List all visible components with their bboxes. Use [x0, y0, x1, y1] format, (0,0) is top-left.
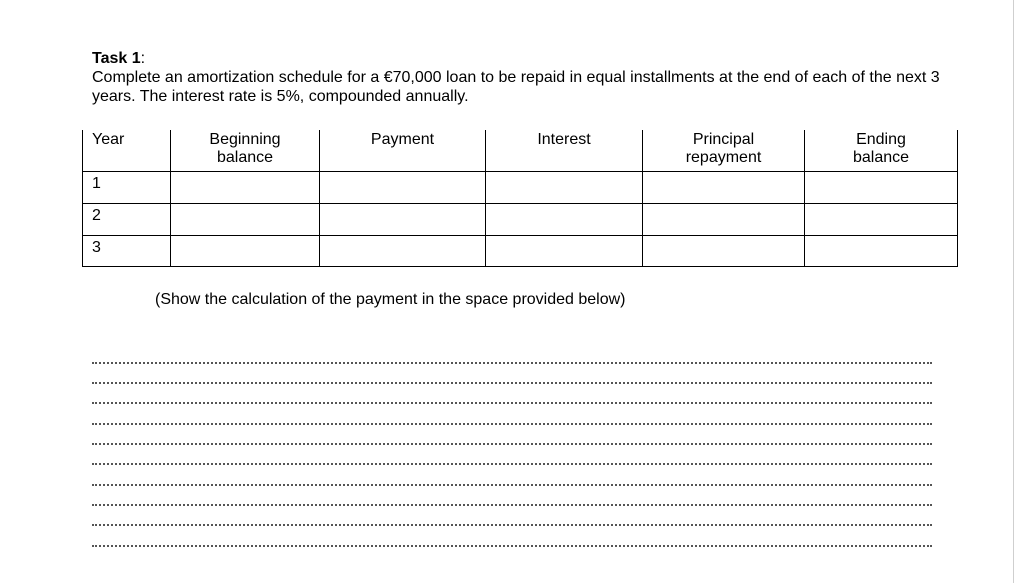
ending-balance-cell[interactable] [805, 171, 958, 203]
year-cell: 3 [83, 235, 171, 266]
header-ending-balance [805, 130, 958, 171]
payment-cell[interactable] [320, 203, 486, 235]
header-beginning-balance-line1: Beginning [209, 131, 281, 148]
calculation-instruction: (Show the calculation of the payment in the space provided below) [155, 291, 626, 308]
header-beginning-balance [171, 130, 320, 171]
ending-balance-cell[interactable] [805, 203, 958, 235]
amortization-schedule-table [82, 130, 958, 267]
beginning-balance-cell[interactable] [171, 203, 320, 235]
answer-line[interactable] [92, 463, 932, 465]
beginning-balance-cell[interactable] [171, 171, 320, 203]
task-heading [92, 49, 972, 68]
header-ending-balance-line1: Ending [856, 131, 906, 148]
principal-repayment-cell[interactable] [643, 235, 805, 266]
table-row [83, 203, 958, 235]
answer-line[interactable] [92, 443, 932, 445]
table-row [83, 171, 958, 203]
beginning-balance-cell[interactable] [171, 235, 320, 266]
page-edge-divider [1013, 0, 1014, 583]
task-description: Complete an amortization schedule for a €70,000 loan to be repaid in equal installments at the end of each of the next 3 years. The interest rate is 5%, compounded annually. [92, 69, 940, 105]
answer-line[interactable] [92, 484, 932, 486]
header-principal-repayment-line1: Principal [692, 131, 755, 148]
answer-line[interactable] [92, 524, 932, 526]
interest-cell[interactable] [486, 171, 643, 203]
task-colon: : [140, 50, 146, 67]
year-cell: 2 [83, 203, 171, 235]
header-interest: Interest [486, 130, 643, 171]
interest-cell[interactable] [486, 203, 643, 235]
interest-cell[interactable] [486, 235, 643, 266]
table-header-row [83, 130, 958, 171]
ending-balance-cell[interactable] [805, 235, 958, 266]
task-label: Task 1 [92, 50, 141, 67]
header-ending-balance-line2: balance [852, 149, 910, 166]
header-principal-repayment-line2: repayment [685, 149, 762, 166]
answer-line[interactable] [92, 362, 932, 364]
answer-line[interactable] [92, 545, 932, 547]
principal-repayment-cell[interactable] [643, 203, 805, 235]
header-year: Year [83, 130, 171, 171]
answer-line[interactable] [92, 382, 932, 384]
year-cell: 1 [83, 171, 171, 203]
answer-line[interactable] [92, 504, 932, 506]
principal-repayment-cell[interactable] [643, 171, 805, 203]
header-principal-repayment [643, 130, 805, 171]
task-block [92, 49, 972, 106]
answer-line[interactable] [92, 402, 932, 404]
payment-cell[interactable] [320, 171, 486, 203]
header-payment: Payment [320, 130, 486, 171]
answer-line[interactable] [92, 423, 932, 425]
payment-cell[interactable] [320, 235, 486, 266]
header-beginning-balance-line2: balance [216, 149, 274, 166]
table-row [83, 235, 958, 266]
